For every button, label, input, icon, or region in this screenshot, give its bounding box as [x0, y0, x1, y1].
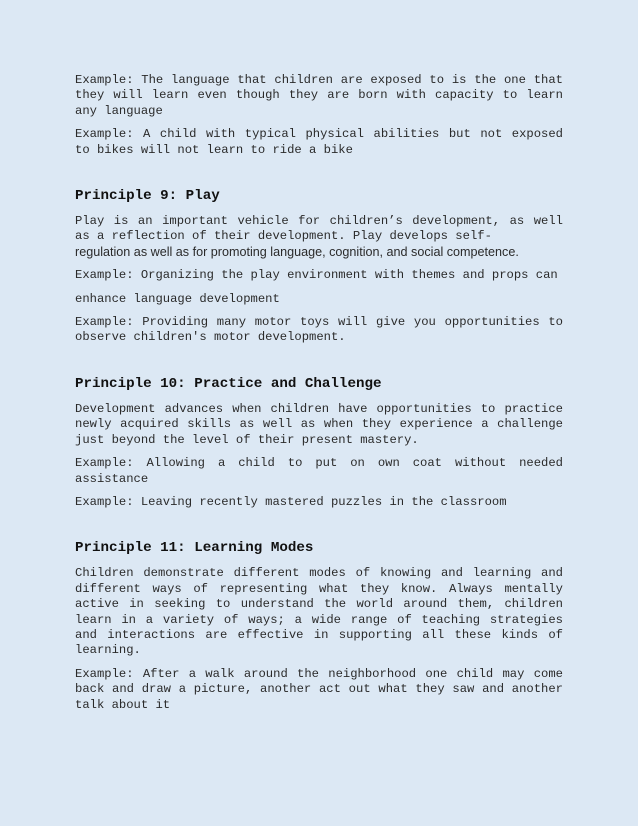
principle-10-example-1: Example: Allowing a child to put on own coat without needed assistance: [75, 456, 563, 486]
principle-11-heading: Principle 11: Learning Modes: [75, 540, 314, 557]
principle-9-heading: Principle 9: Play: [75, 188, 220, 205]
principle-9-body-part1: Play is an important vehicle for children’s development, as well as a reflection of their development. Play develops self-: [75, 214, 563, 244]
intro-example-2: Example: A child with typical physical abilities but not exposed to bikes will not learn to ride a bike: [75, 127, 563, 157]
document-page: [75, 73, 563, 721]
principle-10-example-2: Example: Leaving recently mastered puzzles in the classroom: [75, 494, 507, 509]
intro-example-1: Example: The language that children are exposed to is the one that they will learn even though they are born with capacity to learn any language: [75, 73, 563, 118]
principle-9-example-1-line1: Example: Organizing the play environment with themes and props can: [75, 268, 558, 283]
principle-11-body: Children demonstrate different modes of knowing and learning and different ways of representing what they know. Always mentally active in seeking to understand the world around them, children learn in a variety of ways; a wide range of teaching strategies and interactions are effective in supporting all these kinds of learning.: [75, 566, 563, 658]
principle-9-example-1-line2: enhance language development: [75, 291, 280, 306]
principle-10-heading: Principle 10: Practice and Challenge: [75, 375, 382, 392]
principle-9-body: [75, 214, 563, 245]
principle-9-example-2: Example: Providing many motor toys will give you opportunities to observe children's motor development.: [75, 315, 563, 345]
principle-9-body-part2: regulation as well as for promoting language, cognition, and social competence.: [75, 244, 519, 259]
principle-10-body: Development advances when children have opportunities to practice newly acquired skills as well as when they experience a challenge just beyond the level of their present mastery.: [75, 401, 563, 447]
principle-11-example-1: Example: After a walk around the neighborhood one child may come back and draw a picture, another act out what they saw and another talk about it: [75, 666, 563, 712]
